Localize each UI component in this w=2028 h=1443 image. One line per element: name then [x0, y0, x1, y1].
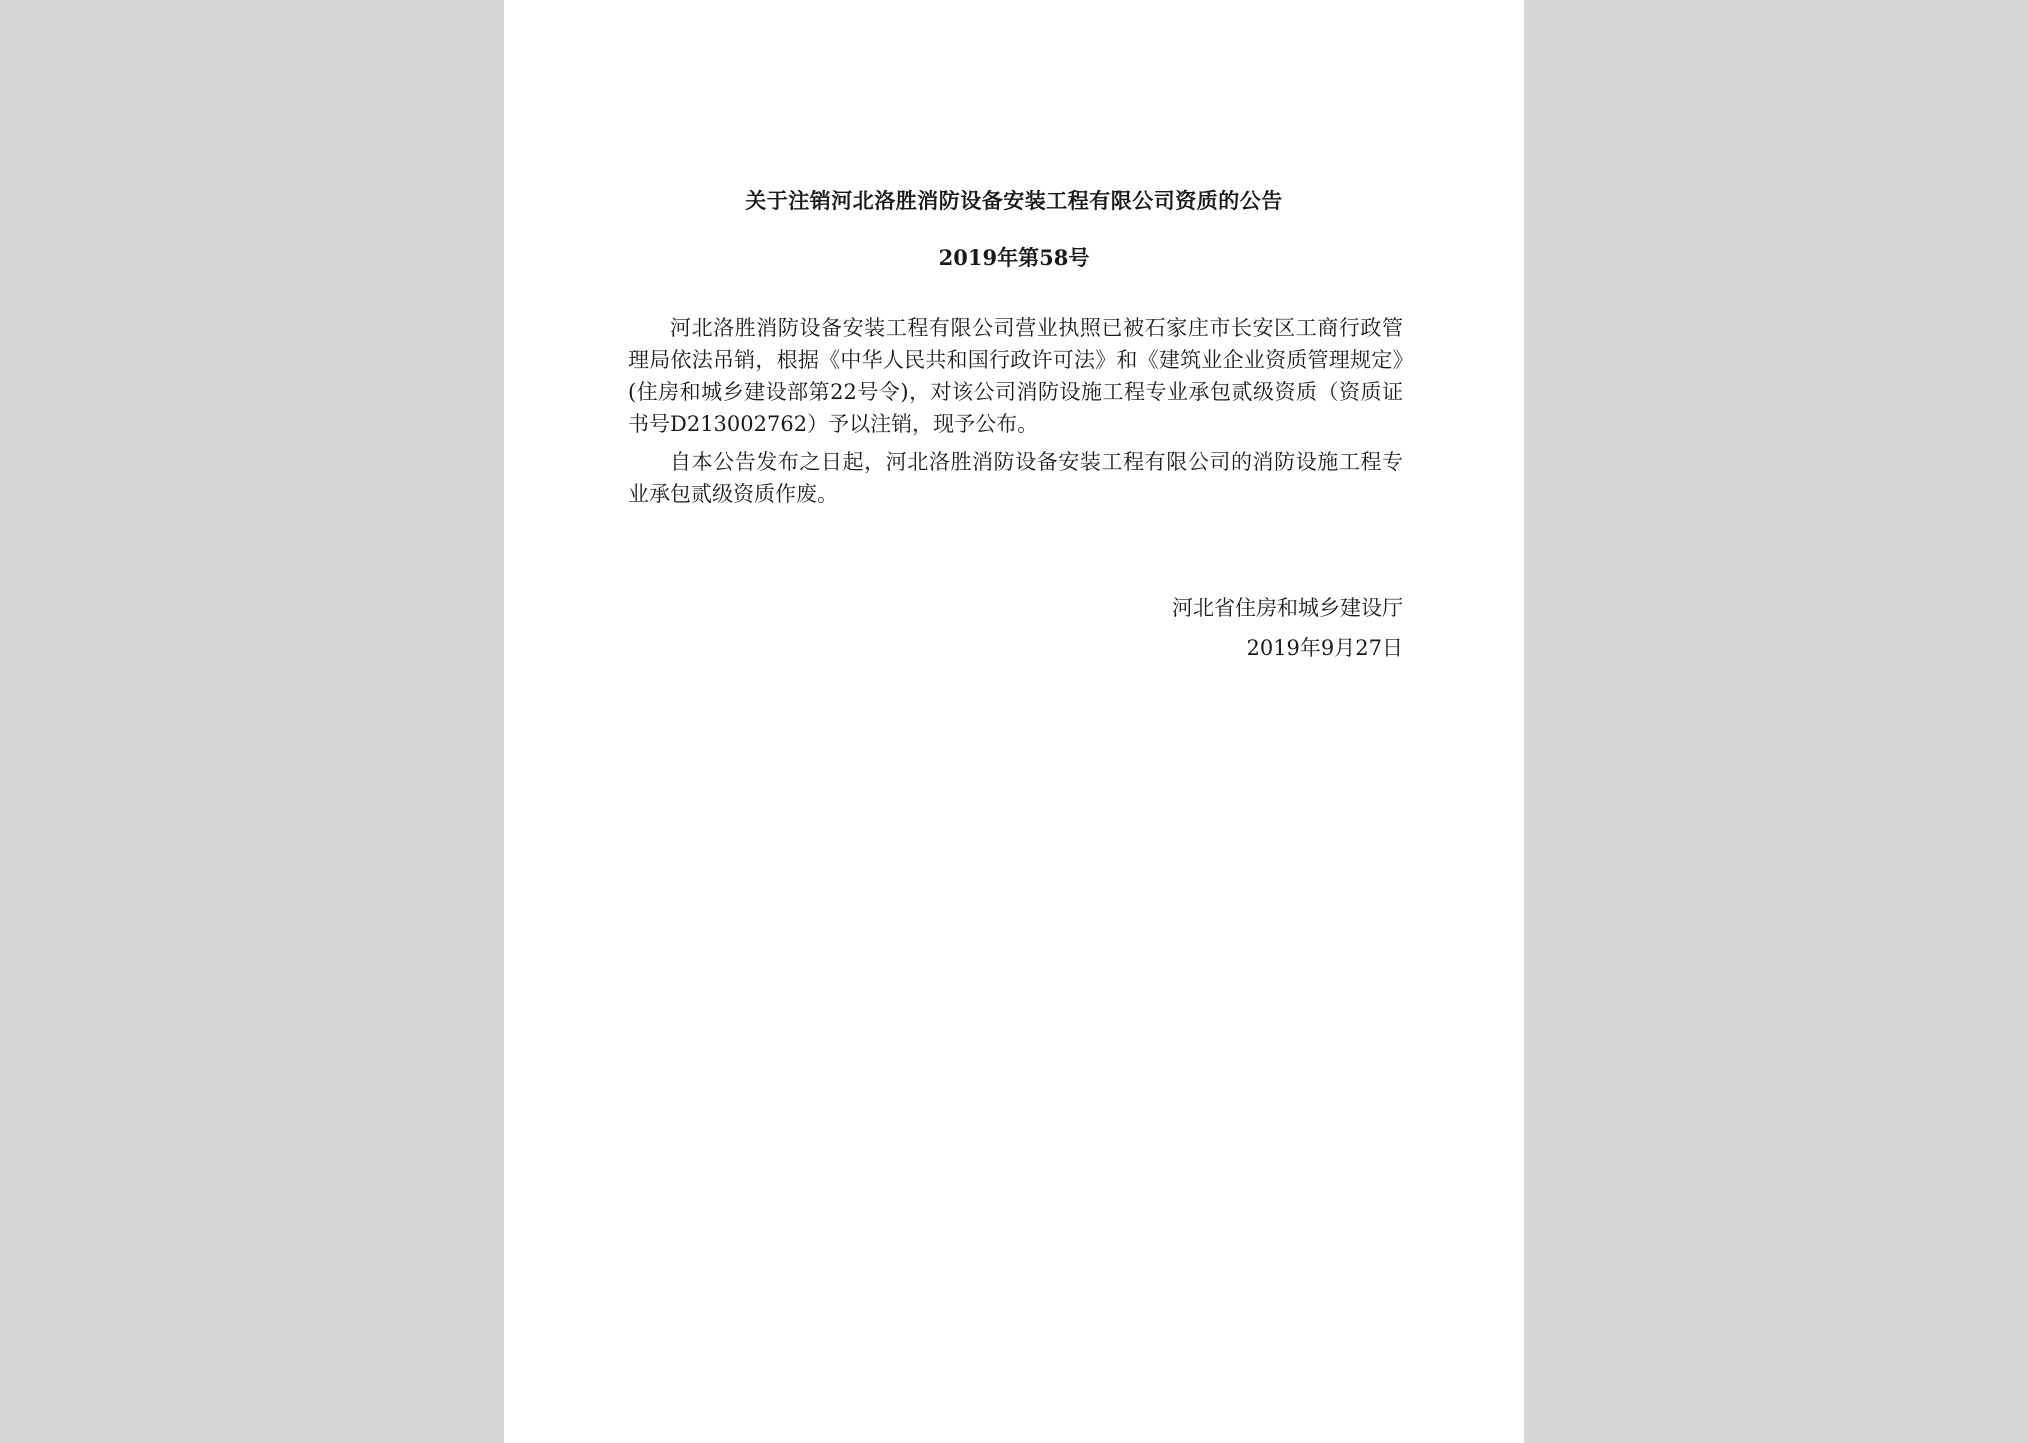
document-body	[628, 312, 1403, 516]
paragraph-1: 河北洛胜消防设备安装工程有限公司营业执照已被石家庄市长安区工商行政管理局依法吊销，根据《中华人民共和国行政许可法》和《建筑业企业资质管理规定》(住房和城乡建设部第22号令)，对该公司消防设施工程专业承包贰级资质（资质证书号D213002762）予以注销，现予公布。	[628, 316, 1403, 436]
issue-date: 2019年9月27日	[1246, 636, 1403, 660]
paragraph-2: 自本公告发布之日起，河北洛胜消防设备安装工程有限公司的消防设施工程专业承包贰级资质作废。	[628, 450, 1403, 506]
document-number: 2019年第58号	[938, 245, 1090, 270]
document-title: 关于注销河北洛胜消防设备安装工程有限公司资质的公告	[745, 188, 1283, 213]
document-page	[504, 0, 1524, 1443]
issuer-name: 河北省住房和城乡建设厅	[1172, 596, 1403, 620]
signature-block	[1172, 588, 1403, 668]
